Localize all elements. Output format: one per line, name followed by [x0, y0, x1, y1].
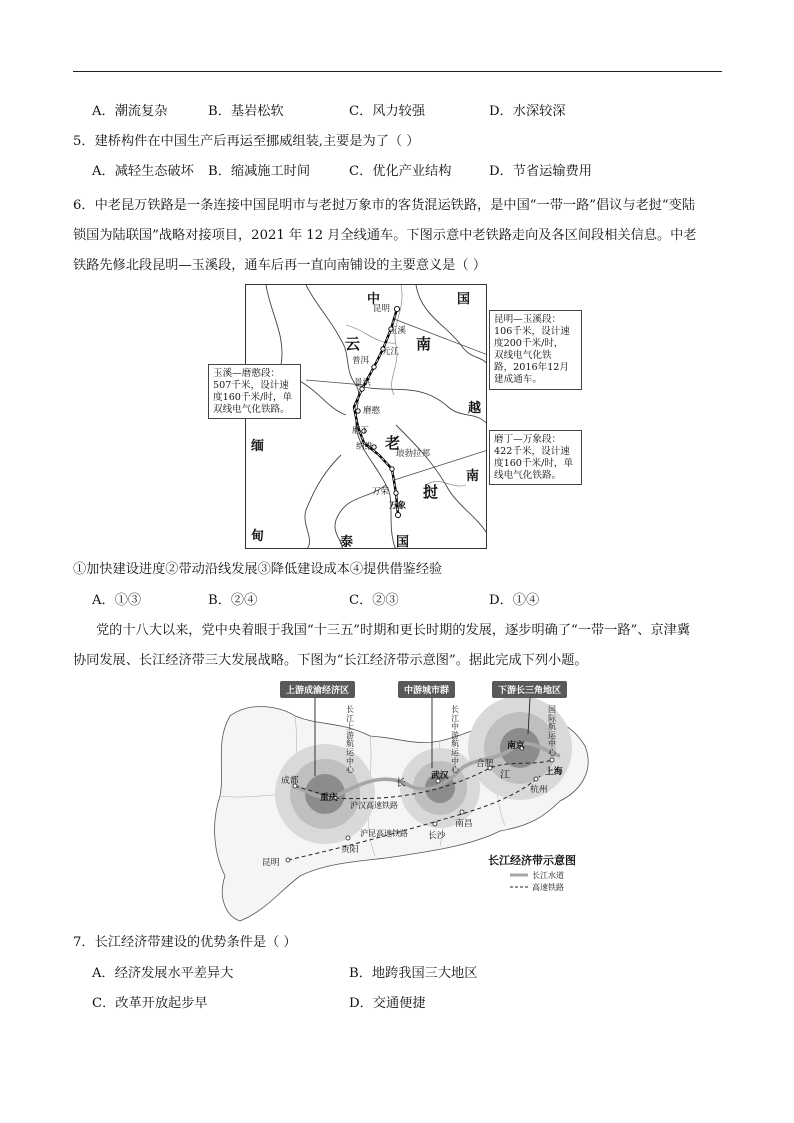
map2-region-upstream: 上游成渝经济区: [280, 681, 355, 698]
header-rule: [73, 71, 722, 72]
map1-city: 万象: [389, 501, 407, 511]
map1-label-yun: 云: [345, 335, 361, 353]
map1-city: 磨憨: [363, 406, 381, 416]
map2-city: 贵阳: [341, 845, 359, 855]
map1-label-wo: 挝: [423, 483, 439, 501]
q4-option-d[interactable]: D．水深较深: [489, 104, 566, 119]
map2-city: 武汉: [431, 771, 449, 781]
map2-city: 昆明: [262, 858, 280, 868]
map2-city: 重庆: [320, 793, 338, 803]
map1-label-guo: 国: [457, 292, 471, 307]
map1-callout-moding-vientiane: 磨丁—万象段： 422千米，设计速 度160千米/时，单 线电气化铁路。: [489, 430, 582, 485]
map1-callout-yuxi-mohan: 玉溪—磨憨段： 507千米，设计速 度160千米/时，单 双线电气化铁路。: [208, 364, 301, 419]
q4-option-b[interactable]: B．基岩松软: [208, 104, 284, 119]
q5-option-a[interactable]: A．减轻生态破坏: [92, 164, 194, 179]
map1-label-nan2: 南: [466, 469, 480, 484]
q7-option-b[interactable]: B．地跨我国三大地区: [349, 966, 478, 981]
map1-callout-kunming-yuxi: 昆明—玉溪段： 106千米，设计速 度200千米/时， 双线电气化铁 路，2016年12月 建成通车。: [489, 310, 582, 390]
intro-line2: 协同发展、长江经济带三大发展战略。下图为“长江经济带示意图”。据此完成下列小题。: [73, 653, 588, 668]
map1-city: 玉溪: [389, 326, 407, 336]
map2-region-downstream: 下游长三角地区: [492, 681, 567, 698]
intro-line1: 党的十八大以来，党中央着眼于我国“十三五”时期和更长时期的发展，逐步明确了“一带一路”、京津冀: [96, 623, 691, 638]
map1-label-dian: 甸: [251, 529, 265, 544]
map1-city: 万荣: [372, 487, 390, 497]
map2-city: 上海: [545, 767, 563, 777]
q5-stem: 5．建桥构件在中国生产后再运至挪威组装,主要是为了（ ）: [73, 134, 420, 149]
map2-city: 南京: [507, 741, 525, 751]
map2-railway-label: 沪汉高速铁路: [350, 801, 398, 810]
q7-option-d[interactable]: D．交通便捷: [349, 996, 426, 1011]
map1-label-lao: 老: [385, 434, 401, 452]
q4-option-a[interactable]: A．潮流复杂: [92, 104, 168, 119]
map2-river-char: 江: [500, 770, 510, 781]
q7-option-a[interactable]: A．经济发展水平差异大: [92, 966, 234, 981]
q7-stem: 7．长江经济带建设的优势条件是（ ）: [73, 935, 297, 950]
map1-label-nan: 南: [416, 335, 432, 353]
map2-city: 合肥: [476, 759, 494, 769]
map2-city: 杭州: [530, 785, 548, 795]
map1-label-mian: 缅: [251, 439, 265, 454]
map1-label-yue: 越: [468, 401, 482, 416]
map1-city: 普洱: [352, 356, 370, 366]
map1-label-guo2: 国: [396, 535, 410, 549]
q5-option-b[interactable]: B．缩减施工时间: [208, 164, 311, 179]
q6-stem-line2: 锁国为陆联国”战略对接项目，2021 年 12 月全线通车。下图示意中老铁路走向及各区间段相关信息。中老: [73, 228, 697, 243]
q5-option-d[interactable]: D．节省运输费用: [489, 164, 592, 179]
map1-city: 景洪: [354, 378, 372, 388]
map2-vertical-label-upper: 长江上游航运中心: [346, 705, 354, 775]
map2-railway-label: 沪昆高速铁路: [360, 829, 408, 838]
q5-option-c[interactable]: C．优化产业结构: [349, 164, 452, 179]
map1-city: 元江: [382, 347, 400, 357]
q4-option-c[interactable]: C．风力较强: [349, 104, 426, 119]
map2-city: 长沙: [428, 831, 446, 841]
map2-city: 成都: [281, 776, 299, 786]
map2-region-midstream: 中游城市群: [398, 681, 455, 698]
map2-vertical-label-middle: 长江中游航运中心: [451, 705, 459, 775]
map1-label-zhong: 中: [367, 292, 381, 307]
q6-option-d[interactable]: D．①④: [489, 593, 540, 608]
map1-city: 磨丁: [352, 426, 370, 436]
q7-option-c[interactable]: C．改革开放起步早: [92, 996, 208, 1011]
q6-option-a[interactable]: A．①③: [92, 593, 142, 608]
q6-option-b[interactable]: B．②④: [208, 593, 258, 608]
q6-stem-line3: 铁路先修北段昆明—玉溪段，通车后再一直向南铺设的主要意义是（ ）: [73, 258, 487, 273]
map2-river-char: 长: [396, 778, 406, 789]
map2-legend-railway: 高速铁路: [532, 883, 564, 892]
map1-city: 琅勃拉邦: [396, 449, 431, 459]
map2-legend-river: 长江水道: [532, 871, 564, 880]
q6-statements: ①加快建设进度②带动沿线发展③降低建设成本④提供借鉴经验: [73, 562, 443, 577]
map1-label-tai: 泰: [340, 535, 354, 549]
q6-option-c[interactable]: C．②③: [349, 593, 399, 608]
q6-stem-line1: 6．中老昆万铁路是一条连接中国昆明市与老挝万象市的客货混运铁路，是中国“一带一路”倡议与老挝“变陆: [73, 198, 696, 213]
map2-title: 长江经济带示意图: [488, 854, 576, 867]
yangtze-economic-belt-map: [200, 676, 602, 928]
map2-city: 南昌: [455, 819, 473, 829]
map2-vertical-label-intl: 国际航运中心: [548, 705, 556, 757]
map1-city: 纳维: [356, 442, 374, 452]
map1-city: 昆明: [373, 304, 391, 314]
